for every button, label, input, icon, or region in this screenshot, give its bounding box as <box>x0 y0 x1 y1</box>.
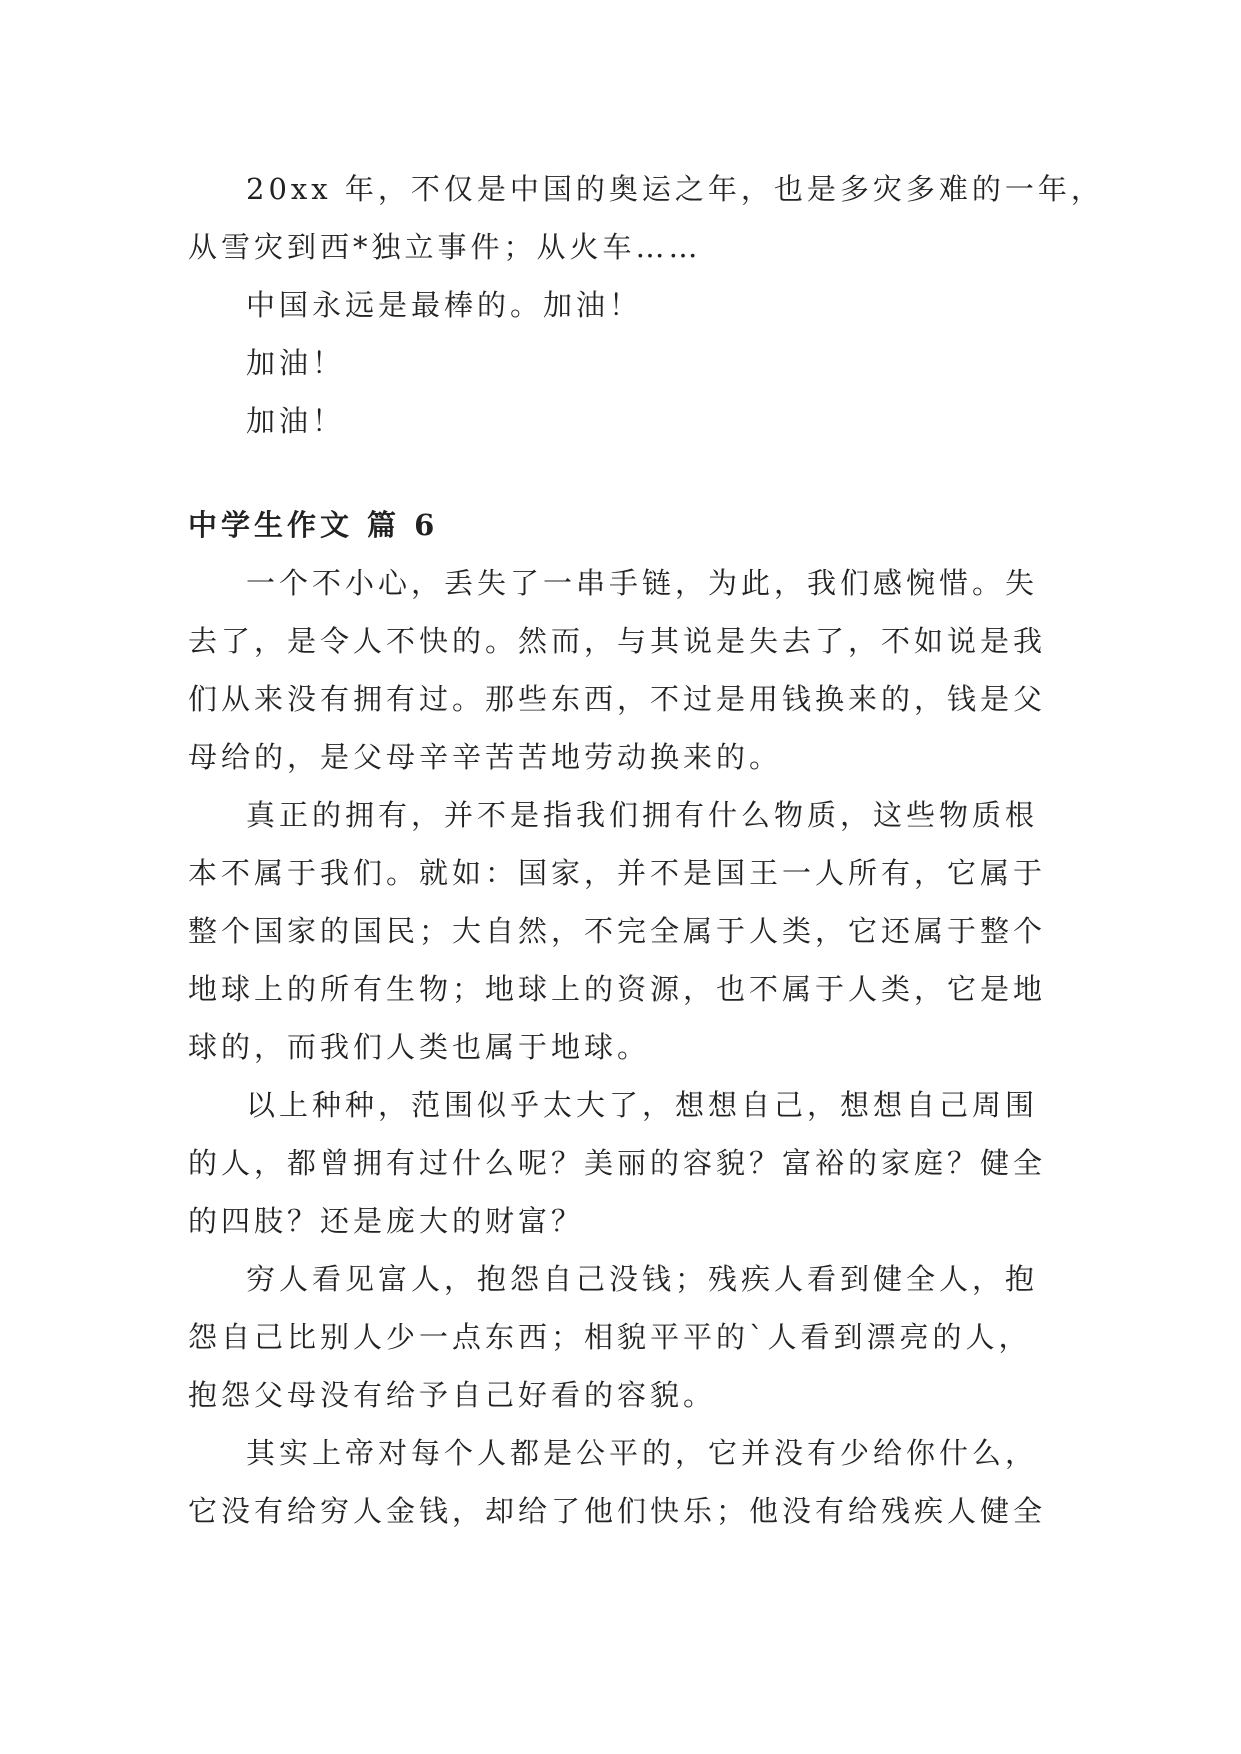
text-line: 地球上的所有生物；地球上的资源，也不属于人类，它是地 <box>188 972 1047 1006</box>
text-line: 抱怨父母没有给予自己好看的容貌。 <box>188 1378 717 1412</box>
paragraph-think-yourself <box>188 1076 1063 1250</box>
text-line: 的人，都曾拥有过什么呢？美丽的容貌？富裕的家庭？健全 <box>188 1146 1047 1180</box>
text-line: 其实上帝对每个人都是公平的，它并没有少给你什么， <box>246 1436 1039 1470</box>
paragraph-true-ownership <box>188 786 1063 1076</box>
text-line: 本不属于我们。就如：国家，并不是国王一人所有，它属于 <box>188 856 1047 890</box>
paragraph-cheer-2: 加油！ <box>246 404 346 438</box>
paragraph-olympic-year <box>188 160 1104 276</box>
text-line: 的四肢？还是庞大的财富？ <box>188 1204 585 1238</box>
paragraph-complaints <box>188 1250 1063 1424</box>
paragraph-china-best: 中国永远是最棒的。加油！ <box>246 288 643 322</box>
document-page <box>188 160 1104 1540</box>
text-line: 球的，而我们人类也属于地球。 <box>188 1030 651 1064</box>
section-heading <box>188 496 1063 554</box>
text-line: 它没有给穷人金钱，却给了他们快乐；他没有给残疾人健全 <box>188 1494 1047 1528</box>
text-line: 母给的，是父母辛辛苦苦地劳动换来的。 <box>188 740 783 774</box>
text-line: 真正的拥有，并不是指我们拥有什么物质，这些物质根 <box>246 798 1039 832</box>
text-line: 一个不小心，丢失了一串手链，为此，我们感惋惜。失 <box>246 566 1039 600</box>
text-line: 怨自己比别人少一点东西；相貌平平的`人看到漂亮的人， <box>188 1320 1032 1354</box>
text-line: 20xx 年，不仅是中国的奥运之年，也是多灾多难的一年， <box>246 172 1104 206</box>
text-line: 以上种种，范围似乎太大了，想想自己，想想自己周围 <box>246 1088 1039 1122</box>
text-line: 们从来没有拥有过。那些东西，不过是用钱换来的，钱是父 <box>188 682 1047 716</box>
paragraph-fairness <box>188 1424 1063 1540</box>
text-line: 穷人看见富人，抱怨自己没钱；残疾人看到健全人，抱 <box>246 1262 1039 1296</box>
text-line: 整个国家的国民；大自然，不完全属于人类，它还属于整个 <box>188 914 1047 948</box>
text-line: 去了，是令人不快的。然而，与其说是失去了，不如说是我 <box>188 624 1047 658</box>
paragraph-cheer-1: 加油！ <box>246 346 346 380</box>
section-title: 中学生作文 <box>188 508 354 542</box>
paragraph-lost-bracelet <box>188 554 1063 786</box>
section-spacer <box>188 450 1063 496</box>
section-number: 篇 6 <box>367 508 439 542</box>
text-line: 从雪灾到西*独立事件；从火车…… <box>188 230 702 264</box>
